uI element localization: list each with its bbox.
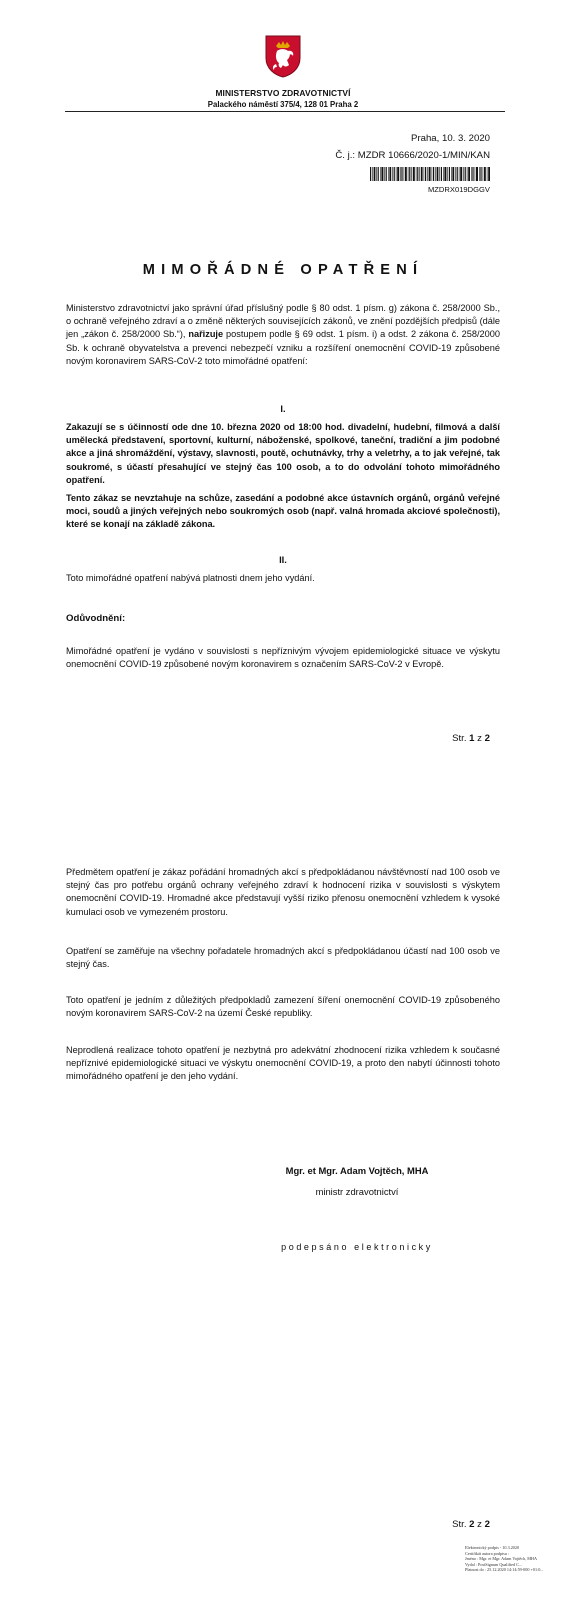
reasoning-paragraph-2: Předmětem opatření je zákaz pořádání hromadných akcí s předpokládanou návštěvností nad 100 osob ve stejný čas pro potřebu orgánů ochrany veřejného zdraví k hodnocení rizika v souvislosti s výskytem onemocnění COVID-19. Hromadné akce představují vyšší riziko přenosu onemocnění vzhledem k vysoké kumulaci osob ve vymezeném prostoru.: [66, 867, 500, 917]
barcode-icon: [370, 167, 490, 181]
reasoning-paragraph-1: Mimořádné opatření je vydáno v souvislosti s nepříznivým vývojem epidemiologické situace ve výskytu onemocnění COVID-19 způsobené novým koronavirem s označením SARS-CoV-2 v Evropě.: [66, 646, 500, 670]
barcode-id: MZDRX019DGGV: [427, 185, 490, 194]
reference-number: Č. j.: MZDR 10666/2020-1/MIN/KAN: [335, 150, 490, 161]
intro-text-2: postupem podle § 69 odst. 1 písm. i) a odst. 2 zákona č. 258/2000 Sb. k ochraně obyvatelstva a prevenci nebezpečí vzniku a rozšíření onemocnění COVID-19 způsobené novým koronavirem SARS-CoV-2 toto mimořádné opatření:: [66, 329, 500, 366]
electronic-signature-stamp: [465, 1545, 565, 1573]
reasoning-paragraph-4: Toto opatření je jedním z důležitých předpokladů zamezení šíření onemocnění COVID-19 způsobeného novým koronavirem SARS-CoV-2 na území České republiky.: [66, 995, 500, 1019]
page-of: z: [474, 733, 485, 744]
signer-role: ministr zdravotnictví: [315, 1186, 399, 1197]
section-1-heading: I.: [280, 403, 286, 414]
page-current: 1: [469, 733, 475, 744]
section-1-paragraph-1: Zakazují se s účinností ode dne 10. března 2020 od 18:00 hod. divadelní, hudební, filmová a další umělecká představení, sportovní, kulturní, náboženské, spolkové, taneční, tradiční a jim podobné akce a jiná shromáždění, výstavy, slavnosti, poutě, ochutnávky, trhy a veletrhy, a to jak veřejné, tak soukromé, s účastí přesahující ve stejný čas 100 osob, a to do odvolání tohoto mimořádného opatření.: [66, 422, 500, 485]
ministry-address: Palackého náměstí 375/4, 128 01 Praha 2: [207, 100, 359, 109]
page-number-2: [452, 1519, 490, 1530]
ministry-name: MINISTERSTVO ZDRAVOTNICTVÍ: [215, 88, 351, 98]
page-total: 2: [484, 733, 490, 744]
intro-paragraph: [66, 302, 500, 368]
reasoning-paragraph-3: Opatření se zaměřuje na všechny pořadatele hromadných akcí s předpokládanou účastí nad 100 osob ve stejný čas.: [66, 946, 500, 970]
stamp-line-4: Vydal : PostSignum Qualified C...: [465, 1561, 523, 1567]
page-number-1: [452, 733, 490, 744]
page-label: Str.: [452, 733, 470, 744]
header-divider: [65, 111, 505, 112]
page-total: 2: [484, 1519, 490, 1530]
page-label: Str.: [452, 1519, 470, 1530]
place-date: Praha, 10. 3. 2020: [411, 133, 490, 144]
page-of: z: [474, 1519, 485, 1530]
stamp-line-3: Jméno : Mgr. et Mgr. Adam Vojtěch, MHA: [465, 1556, 537, 1562]
stamp-line-2: Certifikát autora podpisu :: [465, 1550, 510, 1556]
reasoning-paragraph-5: Neprodlená realizace tohoto opatření je nezbytná pro adekvátní zhodnocení rizika vzhledem k současné nepříznivé epidemiologické situaci ve výskytu onemocnění COVID-19, a proto den nabytí účinnosti tohoto mimořádného opatření je den jeho vydání.: [66, 1045, 500, 1082]
czech-lion-emblem-icon: [264, 34, 302, 78]
stamp-line-1: Elektronický podpis - 10.3.2020: [465, 1545, 520, 1550]
stamp-line-5: Platnost do : 25.12.2020 14:14:59-000 +01:0...: [465, 1567, 544, 1573]
reasoning-heading: Odůvodnění:: [66, 613, 126, 624]
section-2-heading: II.: [279, 554, 287, 565]
document-title: MIMOŘÁDNÉ OPATŘENÍ: [142, 262, 424, 278]
intro-text-1: Ministerstvo zdravotnictví jako správní úřad příslušný podle § 80 odst. 1 písm. g) zákona č. 258/2000 Sb., o ochraně veřejného zdraví a o změně některých souvisejících zákonů, ve znění pozdějších předpisů (dále jen „zákon č. 258/2000 Sb.“),: [66, 303, 500, 340]
page-current: 2: [469, 1519, 475, 1530]
signed-electronically: podepsáno elektronicky: [281, 1242, 433, 1252]
section-2-paragraph: Toto mimořádné opatření nabývá platnosti dnem jeho vydání.: [66, 573, 315, 583]
intro-bold-word: nařizuje: [188, 329, 224, 340]
signer-name: Mgr. et Mgr. Adam Vojtěch, MHA: [285, 1165, 429, 1176]
section-1-paragraph-2: Tento zákaz se nevztahuje na schůze, zasedání a podobné akce ústavních orgánů, orgánů veřejné moci, soudů a jiných veřejných nebo soukromých osob (např. valná hromada akciové společnosti), které se konají na základě zákona.: [66, 493, 500, 530]
